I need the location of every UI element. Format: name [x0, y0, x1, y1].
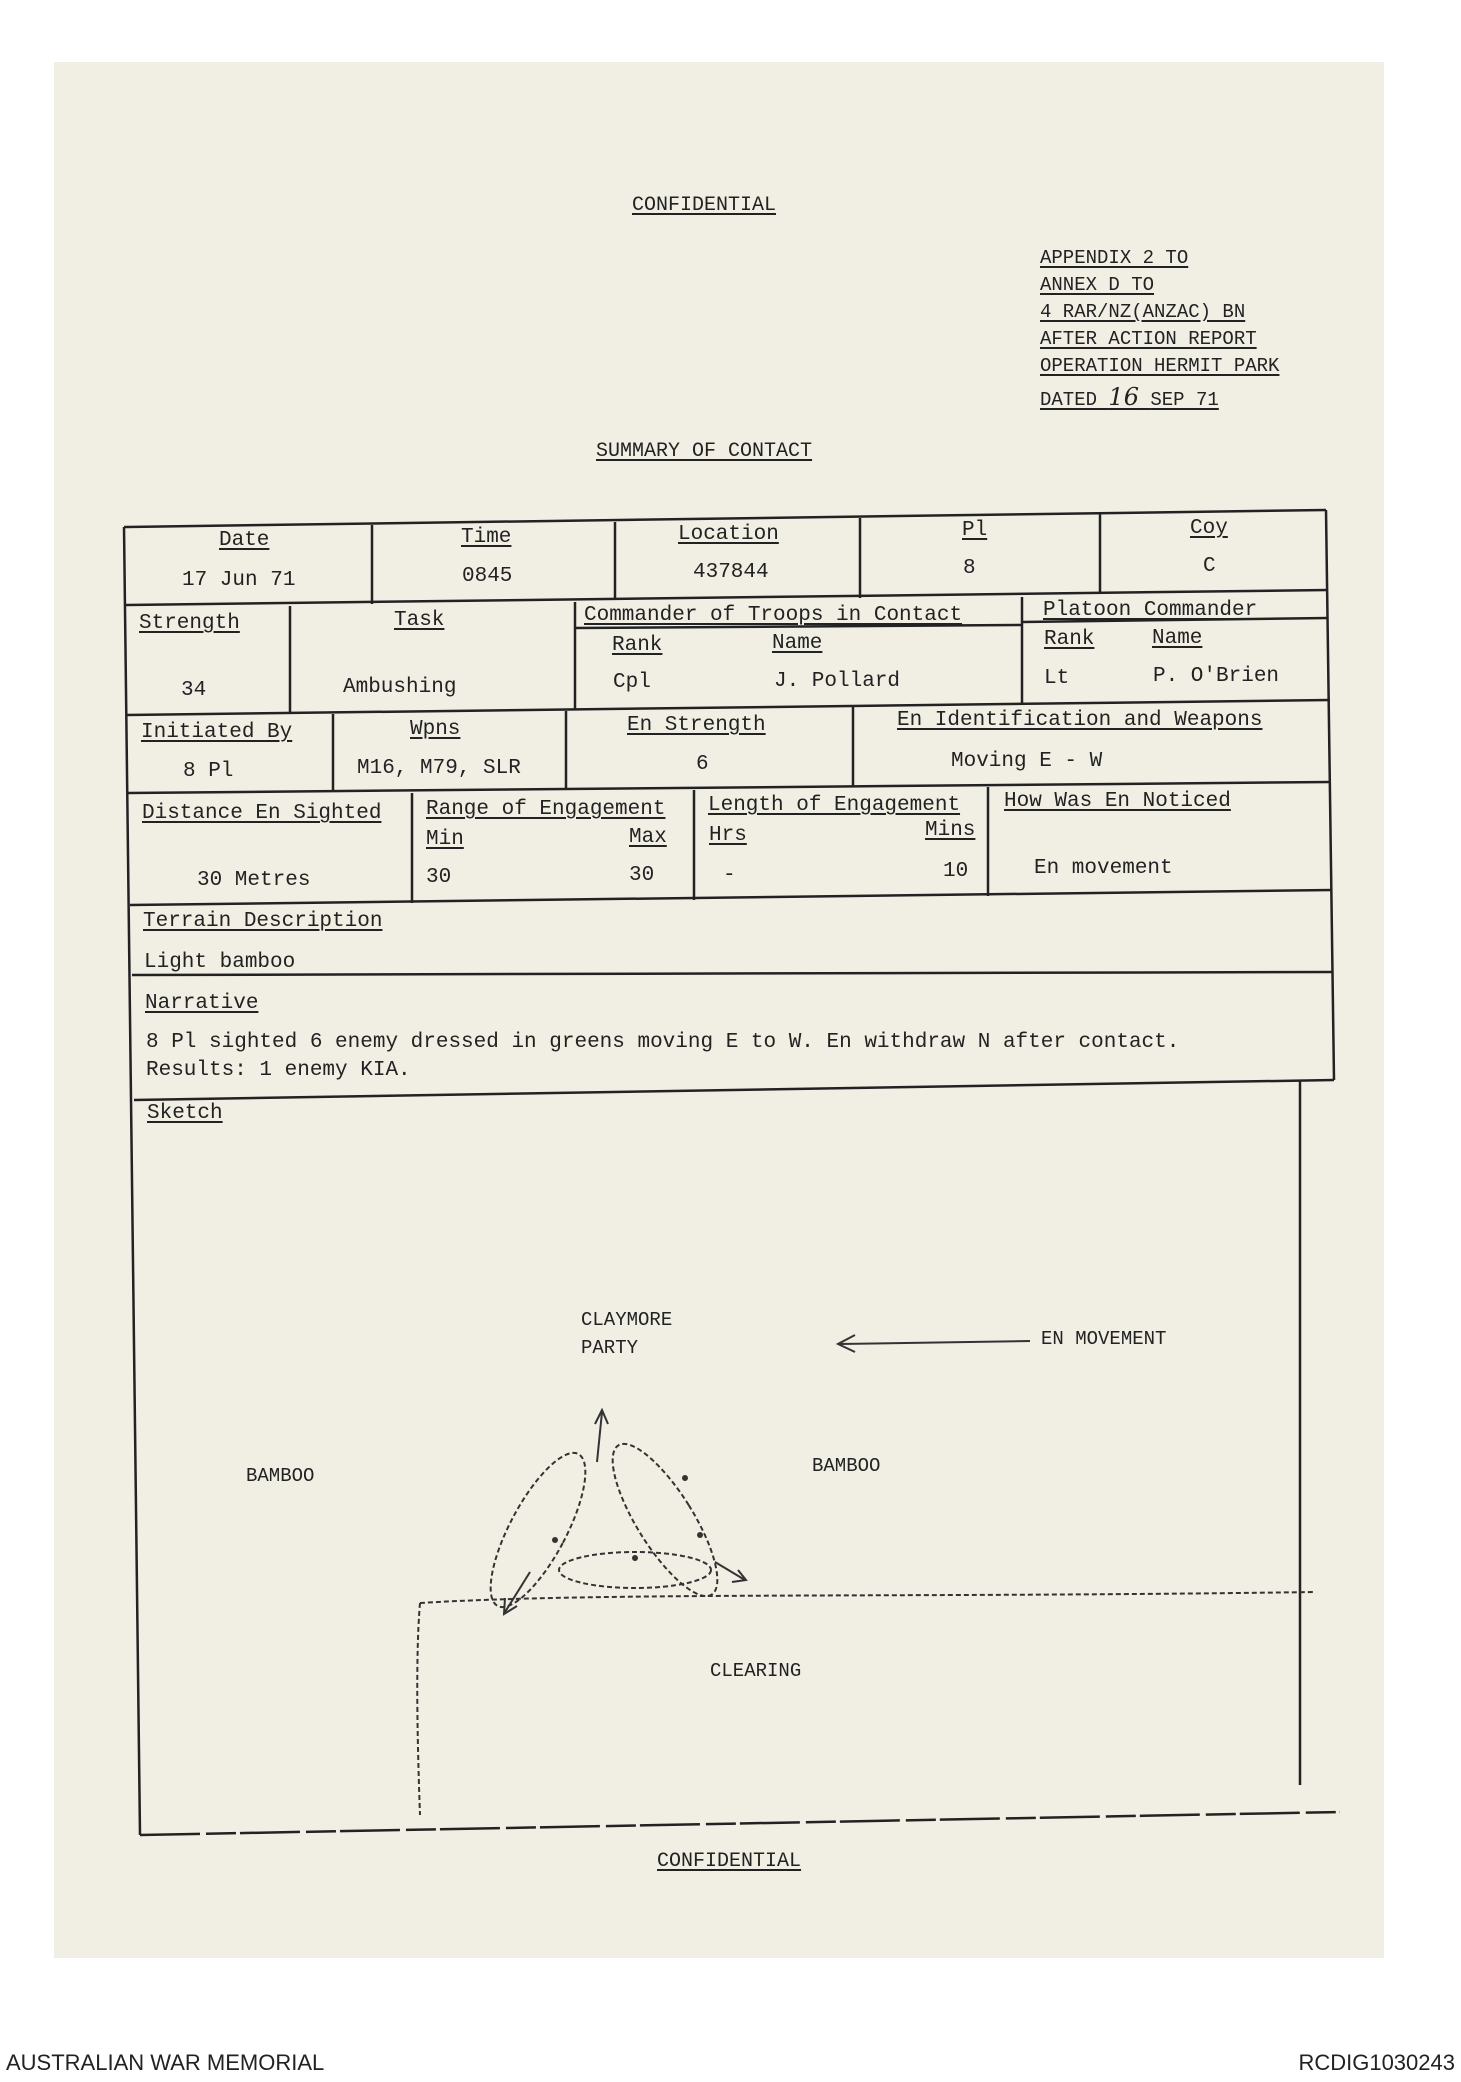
appendix-line: 4 RAR/NZ(ANZAC) BN: [1040, 300, 1246, 323]
footer-source: AUSTRALIAN WAR MEMORIAL: [6, 2050, 325, 2075]
sketch-label: Sketch: [147, 1102, 223, 1125]
sketch-clearing-label: CLEARING: [710, 1660, 802, 1682]
coy-value: C: [1203, 555, 1216, 578]
sketch-en-movement-label: EN MOVEMENT: [1041, 1328, 1167, 1350]
date-label: Date: [219, 529, 270, 552]
wpns-value: M16, M79, SLR: [357, 757, 521, 780]
en-strength-label: En Strength: [627, 714, 766, 737]
date-value: 17 Jun 71: [182, 569, 296, 592]
strength-label: Strength: [139, 612, 240, 635]
appendix-line: APPENDIX 2 TO: [1040, 247, 1189, 269]
appendix-block: [1040, 245, 1279, 414]
dated-line: [1040, 380, 1279, 414]
platoon-rank: Lt: [1044, 667, 1070, 690]
range-min-label: Min: [426, 828, 464, 851]
range-max-value: 30: [629, 864, 655, 887]
task-value: Ambushing: [343, 676, 457, 699]
strength-value: 34: [181, 679, 207, 702]
narrative-line-2: Results: 1 enemy KIA.: [146, 1059, 411, 1082]
distance-value: 30 Metres: [197, 869, 311, 892]
en-strength-value: 6: [696, 753, 709, 776]
footer-id: RCDIG1030243: [1298, 2050, 1455, 2075]
pl-label: Pl: [962, 519, 988, 542]
initiated-by-label: Initiated By: [141, 721, 293, 744]
length-label: Length of Engagement: [708, 794, 961, 817]
platoon-name-label: Name: [1152, 627, 1203, 650]
narrative-line-1: 8 Pl sighted 6 enemy dressed in greens moving E to W. En withdraw N after contact.: [146, 1031, 1180, 1054]
sketch-claymore-label: CLAYMORE: [581, 1309, 673, 1331]
noticed-label: How Was En Noticed: [1004, 790, 1231, 813]
commander-rank: Cpl: [613, 671, 651, 694]
time-label: Time: [461, 526, 512, 549]
dated-label: DATED: [1040, 388, 1098, 411]
sketch-bamboo-left: BAMBOO: [246, 1465, 315, 1487]
task-label: Task: [394, 609, 445, 632]
range-min-value: 30: [426, 866, 452, 889]
noticed-value: En movement: [1034, 857, 1173, 880]
length-hrs-value: -: [723, 864, 736, 887]
terrain-value: Light bamboo: [144, 951, 296, 974]
commander-rank-label: Rank: [612, 634, 663, 657]
commander-name: J. Pollard: [774, 670, 901, 693]
range-max-label: Max: [629, 826, 667, 849]
time-value: 0845: [462, 565, 513, 588]
commander-label: Commander of Troops in Contact: [584, 604, 963, 627]
location-value: 437844: [693, 561, 769, 584]
platoon-rank-label: Rank: [1044, 628, 1095, 651]
en-identification-value: Moving E - W: [951, 750, 1103, 773]
platoon-name: P. O'Brien: [1153, 665, 1280, 688]
pl-value: 8: [963, 557, 976, 580]
range-label: Range of Engagement: [426, 798, 666, 821]
appendix-line: AFTER ACTION REPORT: [1040, 327, 1257, 350]
classification-bottom: CONFIDENTIAL: [657, 1850, 802, 1873]
en-identification-label: En Identification and Weapons: [897, 709, 1263, 732]
appendix-line: ANNEX D TO: [1040, 273, 1155, 296]
appendix-line: OPERATION HERMIT PARK: [1040, 354, 1280, 377]
page-title: SUMMARY OF CONTACT: [596, 440, 813, 463]
initiated-by-value: 8 Pl: [183, 760, 234, 783]
platoon-commander-label: Platoon Commander: [1043, 599, 1258, 622]
dated-rest: SEP 71: [1150, 388, 1219, 411]
sketch-bamboo-right: BAMBOO: [812, 1455, 881, 1477]
classification-top: CONFIDENTIAL: [632, 194, 777, 217]
length-hrs-label: Hrs: [709, 824, 747, 847]
terrain-label: Terrain Description: [143, 910, 383, 933]
sketch-party-label: PARTY: [581, 1337, 639, 1359]
length-mins-value: 10: [943, 860, 969, 883]
commander-name-label: Name: [772, 632, 823, 655]
location-label: Location: [678, 523, 779, 546]
length-mins-label: Mins: [925, 819, 976, 842]
wpns-label: Wpns: [410, 718, 461, 741]
coy-label: Coy: [1190, 517, 1228, 540]
distance-label: Distance En Sighted: [142, 802, 382, 825]
narrative-label: Narrative: [145, 992, 259, 1015]
dated-day: 16: [1108, 382, 1139, 411]
